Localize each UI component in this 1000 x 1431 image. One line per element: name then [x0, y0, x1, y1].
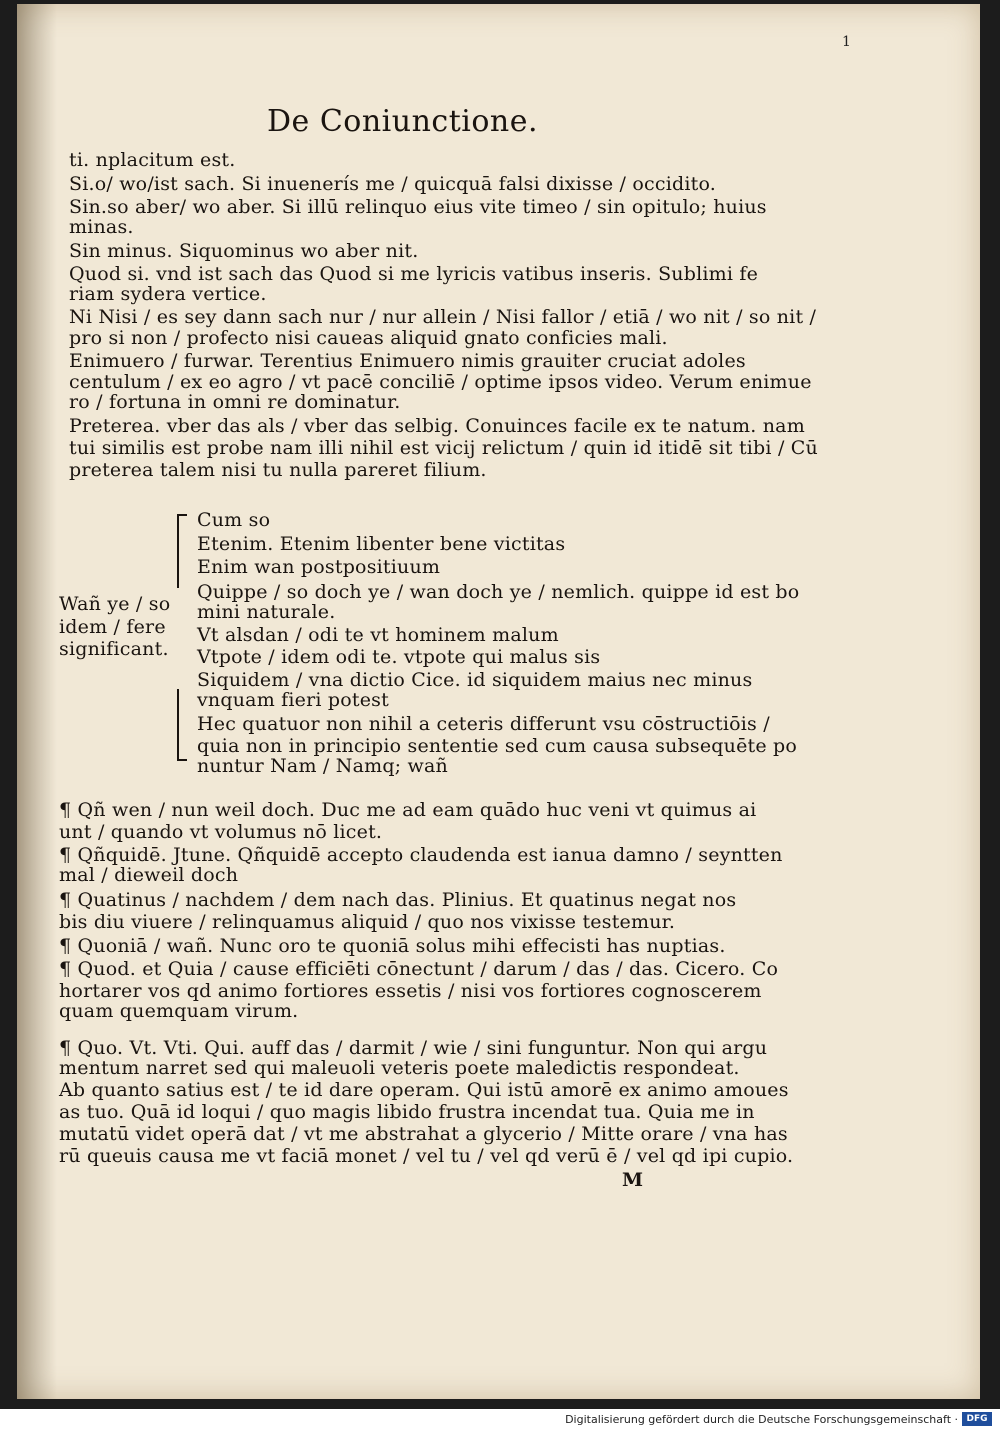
text-line: rū queuis causa me vt faciā monet / vel tu / vel qd verū ē / vel qd ipi cupio.: [59, 1145, 794, 1167]
text-line: riam sydera vertice.: [69, 283, 267, 305]
text-line: Si.o/ wo/ist sach. Si inuenerís me / quicquā falsi dixisse / occidito.: [69, 173, 717, 195]
text-line: ¶ Qñquidē. Jtune. Qñquidē accepto claudenda est ianua damno / seyntten: [59, 844, 783, 866]
text-line: as tuo. Quā id loqui / quo magis libido frustra incendat tua. Quia me in: [59, 1101, 755, 1123]
group-item: Enim wan postpositiuum: [197, 556, 441, 578]
text-line: bis diu viuere / relinquamus aliquid / quo nos vixisse testemur.: [59, 911, 676, 933]
text-line: tui similis est probe nam illi nihil est vicij relictum / quin id itidē sit tibi / Cū: [69, 437, 818, 459]
text-line: hortarer vos qd animo fortiores essetis / nisi vos fortiores cognoscerem: [59, 980, 762, 1002]
text-line: Ni Nisi / es sey dann sach nur / nur allein / Nisi fallor / etiā / wo nit / so nit /: [69, 306, 817, 328]
text-line: ¶ Qñ wen / nun weil doch. Duc me ad eam quādo huc veni vt quimus ai: [59, 799, 757, 821]
page-title: De Coniunctione.: [267, 104, 539, 139]
group-item: Quippe / so doch ye / wan doch ye / nemlich. quippe id est bo: [197, 581, 800, 603]
text-line: ¶ Quoniā / wañ. Nunc oro te quoniā solus mihi effecisti has nuptias.: [59, 935, 726, 957]
text-line: centulum / ex eo agro / vt pacē conciliē / optime ipsos video. Verum enimue: [69, 371, 812, 393]
text-line: Preterea. vber das als / vber das selbig. Conuinces facile ex te natum. nam: [69, 415, 805, 437]
side-label: Wañ ye / so: [59, 593, 171, 615]
text-line: minas.: [69, 216, 134, 238]
group-item: nuntur Nam / Namq; wañ: [197, 755, 448, 777]
text-line: mutatū videt operā dat / vt me abstrahat a glycerio / Mitte orare / vna has: [59, 1123, 788, 1145]
text-line: Ab quanto satius est / te id dare operam. Qui istū amorē ex animo amoues: [59, 1079, 789, 1101]
text-line: Sin minus. Siquominus wo aber nit.: [69, 240, 419, 262]
dfg-logo-icon: DFG: [962, 1412, 992, 1426]
text-line: mal / dieweil doch: [59, 864, 239, 886]
text-line: pro si non / profecto nisi caueas aliquid gnato conficies mali.: [69, 327, 668, 349]
side-label: significant.: [59, 638, 169, 660]
page-number: 1: [842, 34, 851, 50]
text-line: unt / quando vt volumus nō licet.: [59, 821, 383, 843]
footer-bar: [0, 1409, 1000, 1431]
signature-mark: M: [622, 1169, 644, 1191]
group-item: Siquidem / vna dictio Cice. id siquidem maius nec minus: [197, 669, 753, 691]
text-line: quam quemquam virum.: [59, 1000, 299, 1022]
text-line: Quod si. vnd ist sach das Quod si me lyricis vatibus inseris. Sublimi fe: [69, 263, 759, 285]
group-item: mini naturale.: [197, 601, 336, 623]
text-line: ro / fortuna in omni re dominatur.: [69, 391, 401, 413]
text-line: ¶ Quo. Vt. Vti. Qui. auff das / darmit / wie / sini funguntur. Non qui argu: [59, 1037, 768, 1059]
text-line: ¶ Quatinus / nachdem / dem nach das. Plinius. Et quatinus negat nos: [59, 889, 737, 911]
group-item: vnquam fieri potest: [197, 689, 389, 711]
group-item: Etenim. Etenim libenter bene victitas: [197, 533, 566, 555]
text-line: ti. nplacitum est.: [69, 149, 236, 171]
text-line: Sin.so aber/ wo aber. Si illū relinquo eius vite timeo / sin opitulo; huius: [69, 196, 767, 218]
side-label: idem / fere: [59, 616, 166, 638]
brace-bottom: [177, 689, 187, 761]
group-item: Cum so: [197, 509, 271, 531]
brace-top: [177, 514, 187, 588]
text-line: mentum narret sed qui maleuoli veteris poete maledictis respondeat.: [59, 1057, 740, 1079]
group-item: Vtpote / idem odi te. vtpote qui malus sis: [197, 646, 601, 668]
book-page: [17, 4, 980, 1399]
text-line: preterea talem nisi tu nulla pareret filium.: [69, 459, 487, 481]
group-item: quia non in principio sententie sed cum causa subsequēte po: [197, 735, 798, 757]
footer-credit: Digitalisierung gefördert durch die Deutsche Forschungsgemeinschaft ·: [565, 1413, 958, 1426]
text-line: ¶ Quod. et Quia / cause efficiēti cōnectunt / darum / das / das. Cicero. Co: [59, 958, 779, 980]
group-item: Vt alsdan / odi te vt hominem malum: [197, 624, 559, 646]
text-line: Enimuero / furwar. Terentius Enimuero nimis grauiter cruciat adoles: [69, 350, 746, 372]
group-item: Hec quatuor non nihil a ceteris differunt vsu cōstructiōis /: [197, 713, 770, 735]
